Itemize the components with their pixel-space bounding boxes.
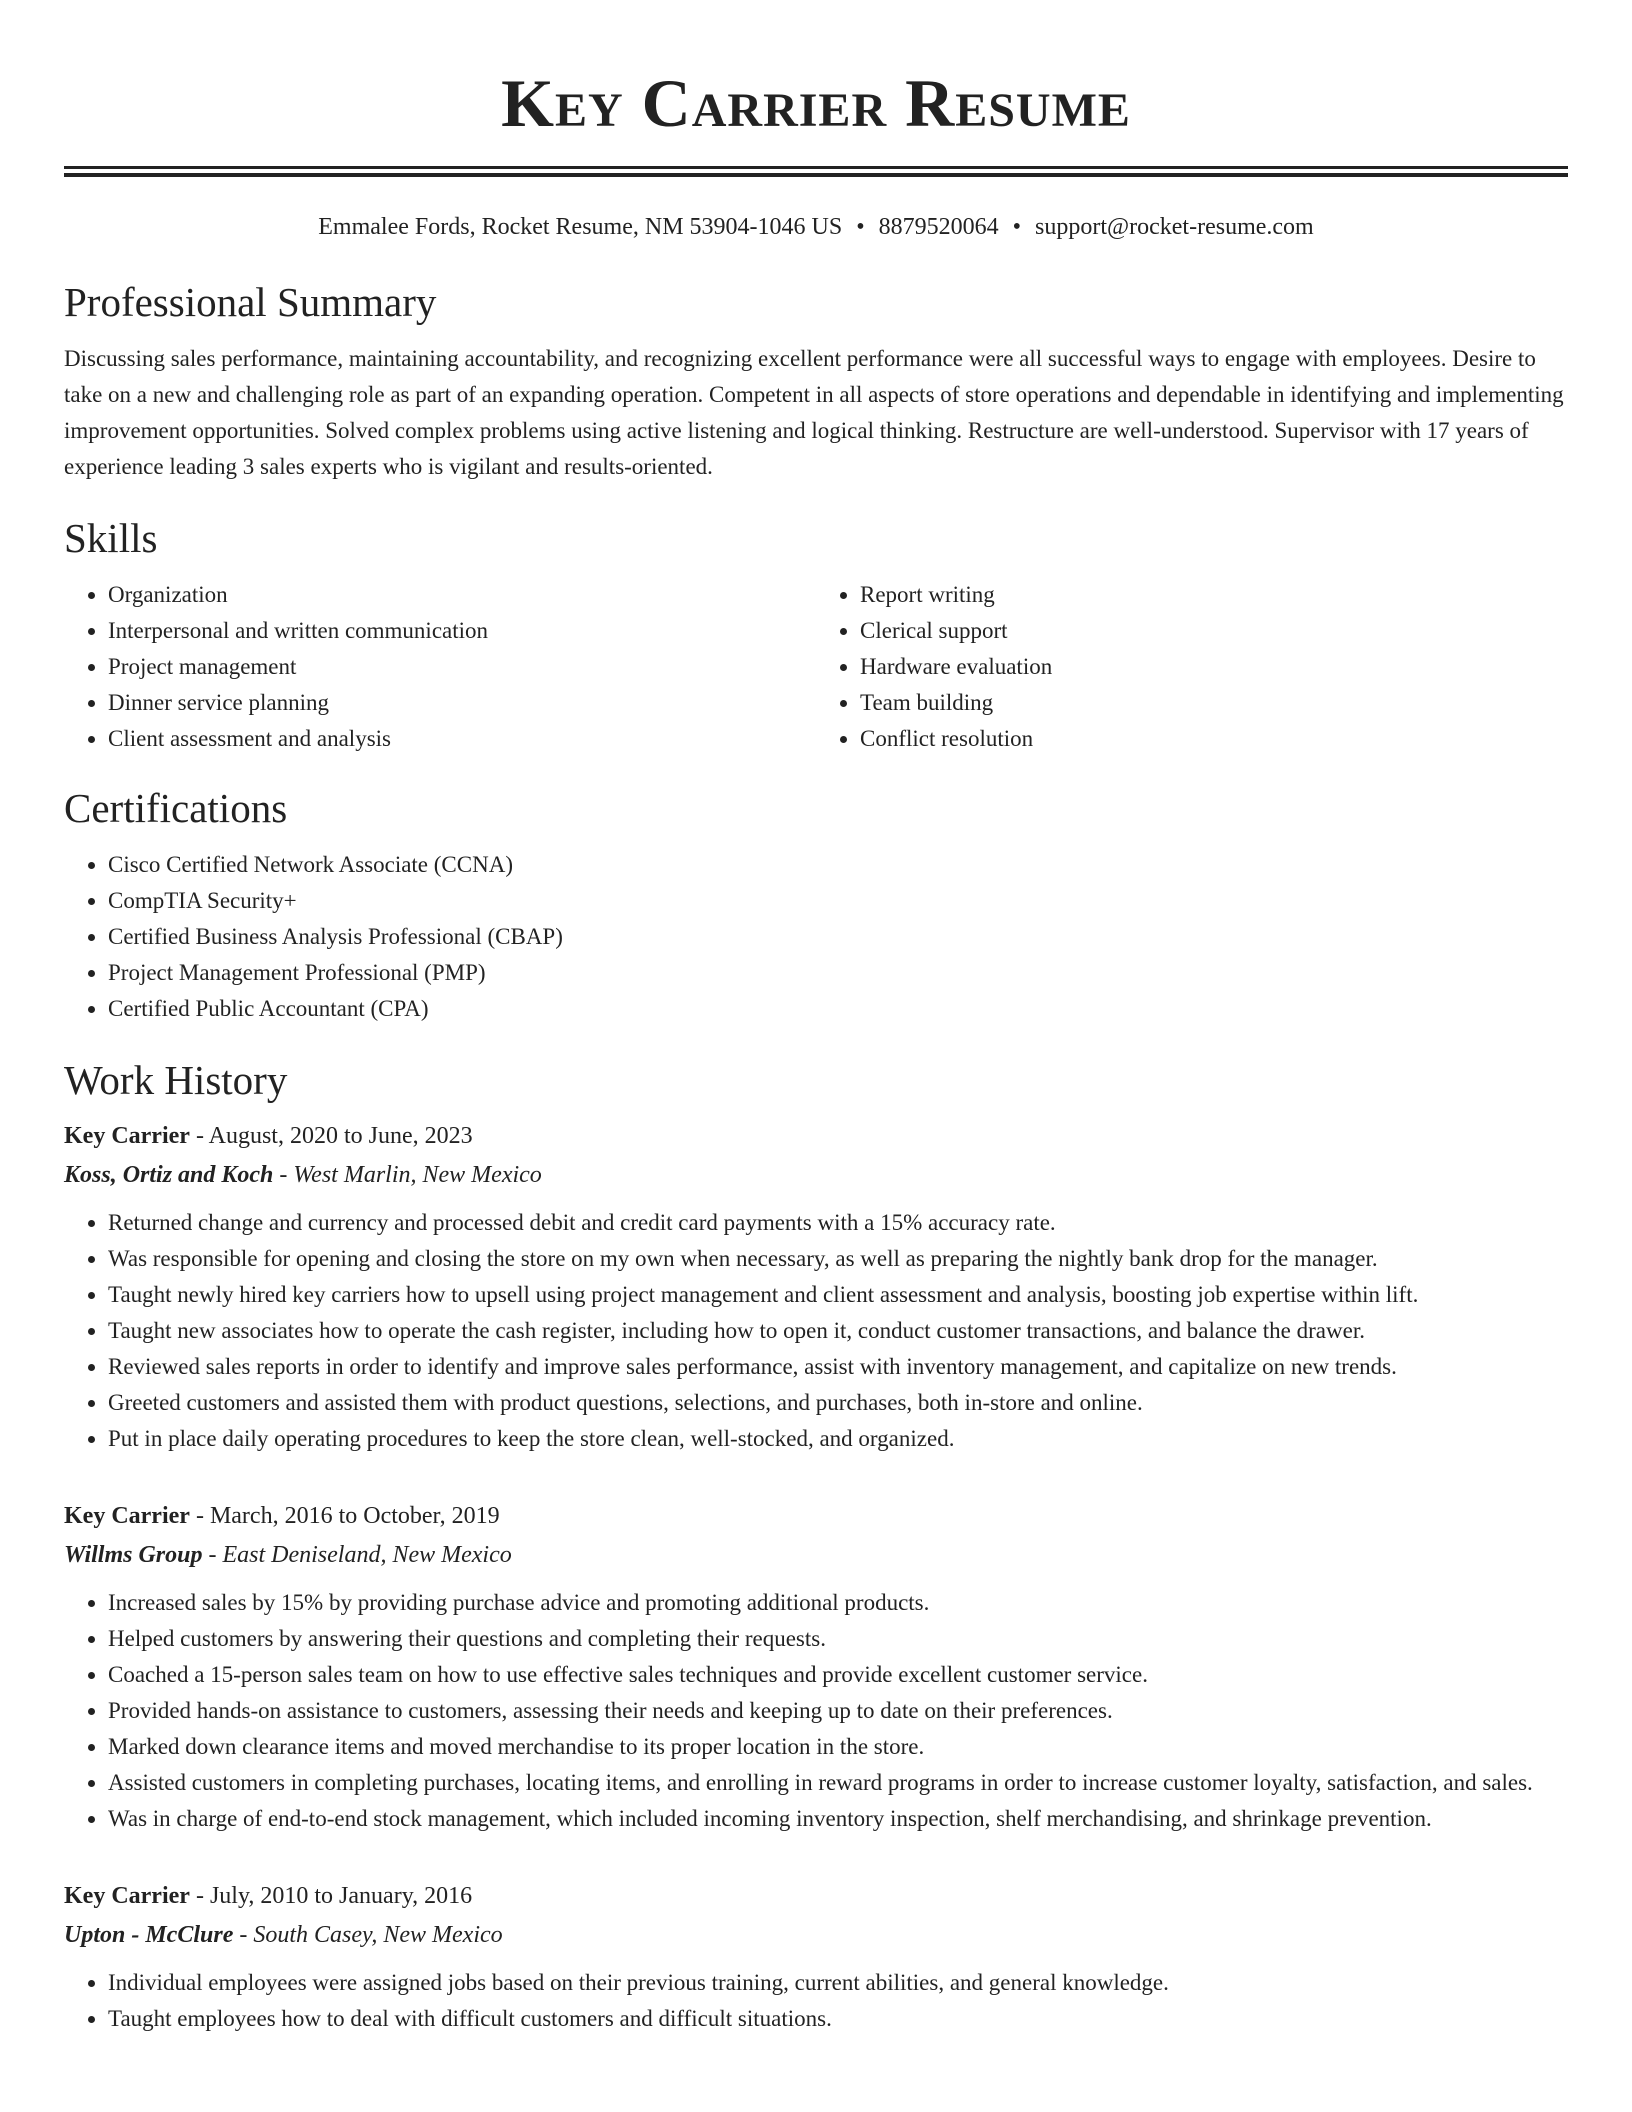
job-bullet: • Marked down clearance items and moved merchandise to its proper location in the store. <box>108 1729 1568 1765</box>
certification-item: • Project Management Professional (PMP) <box>108 955 1568 991</box>
job-title-line <box>64 1877 1568 1915</box>
summary-text: Discussing sales performance, maintaining accountability, and recognizing excellent performance were all successful ways to engage with employees. Desire to take on a new and challenging role as part of an expanding operation. Competent in all aspects of store operations and dependable in identifying and implementing improvement opportunities. Solved complex problems using active listening and logical thinking. Restructure are well-understood. Supervisor with 17 years of experience leading 3 sales experts who is vigilant and results-oriented. <box>64 346 1564 479</box>
job-bullets <box>64 1585 1568 1837</box>
title-divider <box>64 166 1568 177</box>
certification-item: • Certified Business Analysis Professional (CBAP) <box>108 919 1568 955</box>
job-bullet: • Reviewed sales reports in order to identify and improve sales performance, assist with inventory management, and capitalize on new trends. <box>108 1349 1568 1385</box>
skill-item: • Team building <box>860 685 1568 721</box>
certification-item: • Cisco Certified Network Associate (CCNA) <box>108 847 1568 883</box>
job-bullet: • Taught new associates how to operate the cash register, including how to open it, conduct customer transactions, and balance the drawer. <box>108 1313 1568 1349</box>
job-entry <box>64 1877 1568 2037</box>
skills-heading: Skills <box>64 515 158 561</box>
job-bullet: • Was in charge of end-to-end stock management, which included incoming inventory inspection, shelf merchandising, and shrinkage prevention. <box>108 1801 1568 1837</box>
skill-item: • Hardware evaluation <box>860 649 1568 685</box>
job-company: Upton - McClure <box>64 1922 234 1948</box>
job-company-line <box>64 1535 1568 1575</box>
certifications-list <box>64 847 1568 1027</box>
job-entry <box>64 1497 1568 1837</box>
job-location: West Marlin, New Mexico <box>293 1162 542 1188</box>
job-dash: - <box>189 1123 209 1149</box>
job-bullet: • Increased sales by 15% by providing purchase advice and promoting additional products. <box>108 1585 1568 1621</box>
resume-page <box>64 0 1568 2077</box>
job-title-line <box>64 1117 1568 1155</box>
job-bullet: • Coached a 15-person sales team on how to use effective sales techniques and provide excellent customer service. <box>108 1657 1568 1693</box>
job-company-line <box>64 1155 1568 1195</box>
job-dash: - <box>202 1542 223 1568</box>
skill-item: • Client assessment and analysis <box>108 721 816 757</box>
job-location: East Deniseland, New Mexico <box>222 1542 512 1568</box>
skill-item: • Interpersonal and written communication <box>108 613 816 649</box>
contact-separator: • <box>856 214 865 240</box>
job-role: Key Carrier <box>64 1883 190 1909</box>
summary-heading: Professional Summary <box>64 279 437 325</box>
certification-item: • Certified Public Accountant (CPA) <box>108 991 1568 1027</box>
job-dash: - <box>233 1922 254 1948</box>
skill-item: • Clerical support <box>860 613 1568 649</box>
contact-email: support@rocket-resume.com <box>1035 214 1314 240</box>
job-location: South Casey, New Mexico <box>253 1922 503 1948</box>
job-bullet: • Taught employees how to deal with difficult customers and difficult situations. <box>108 2001 1568 2037</box>
job-entry <box>64 1117 1568 1457</box>
certifications-heading: Certifications <box>64 785 288 831</box>
job-dash: - <box>273 1162 294 1188</box>
job-dates: August, 2020 to June, 2023 <box>208 1123 473 1149</box>
job-bullet: • Was responsible for opening and closing the store on my own when necessary, as well as preparing the nightly bank drop for the manager. <box>108 1241 1568 1277</box>
skills-list-right <box>816 577 1568 757</box>
job-company: Willms Group <box>64 1542 203 1568</box>
job-bullets <box>64 1965 1568 2037</box>
contact-separator: • <box>1012 214 1022 240</box>
job-dates: July, 2010 to January, 2016 <box>209 1883 473 1909</box>
skills-section <box>64 513 1568 757</box>
job-bullet: • Individual employees were assigned jobs based on their previous training, current abilities, and general knowledge. <box>108 1965 1568 2001</box>
skill-item: • Dinner service planning <box>108 685 816 721</box>
skill-item: • Conflict resolution <box>860 721 1568 757</box>
job-company: Koss, Ortiz and Koch <box>64 1162 274 1188</box>
skills-list-left <box>64 577 816 757</box>
contact-phone: 8879520064 <box>878 214 999 240</box>
job-bullets <box>64 1205 1568 1457</box>
job-dash: - <box>189 1503 210 1529</box>
skill-item: • Report writing <box>860 577 1568 613</box>
job-bullet: • Provided hands-on assistance to customers, assessing their needs and keeping up to date on their preferences. <box>108 1693 1568 1729</box>
job-dates: March, 2016 to October, 2019 <box>209 1503 500 1529</box>
job-role: Key Carrier <box>64 1123 190 1149</box>
skill-item: • Organization <box>108 577 816 613</box>
summary-section <box>64 277 1568 485</box>
contact-address: Emmalee Fords, Rocket Resume, NM 53904-1046 US <box>318 214 843 240</box>
job-company-line <box>64 1915 1568 1955</box>
job-bullet: • Helped customers by answering their questions and completing their requests. <box>108 1621 1568 1657</box>
job-bullet: • Returned change and currency and processed debit and credit card payments with a 15% accuracy rate. <box>108 1205 1568 1241</box>
job-bullet: • Taught newly hired key carriers how to upsell using project management and client assessment and analysis, boosting job expertise within lift. <box>108 1277 1568 1313</box>
job-role: Key Carrier <box>64 1503 190 1529</box>
job-title-line <box>64 1497 1568 1535</box>
job-dash: - <box>189 1883 210 1909</box>
page-title: Key Carrier Resume <box>501 65 1131 141</box>
contact-line <box>64 211 1568 243</box>
certifications-section <box>64 783 1568 1027</box>
job-bullet: • Put in place daily operating procedures to keep the store clean, well-stocked, and organized. <box>108 1421 1568 1457</box>
job-bullet: • Assisted customers in completing purchases, locating items, and enrolling in reward programs in order to increase customer loyalty, satisfaction, and sales. <box>108 1765 1568 1801</box>
certification-item: • CompTIA Security+ <box>108 883 1568 919</box>
job-bullet: • Greeted customers and assisted them with product questions, selections, and purchases, both in-store and online. <box>108 1385 1568 1421</box>
work-history-section <box>64 1055 1568 2037</box>
skill-item: • Project management <box>108 649 816 685</box>
work-history-heading: Work History <box>64 1057 288 1103</box>
skills-grid <box>64 577 1568 757</box>
